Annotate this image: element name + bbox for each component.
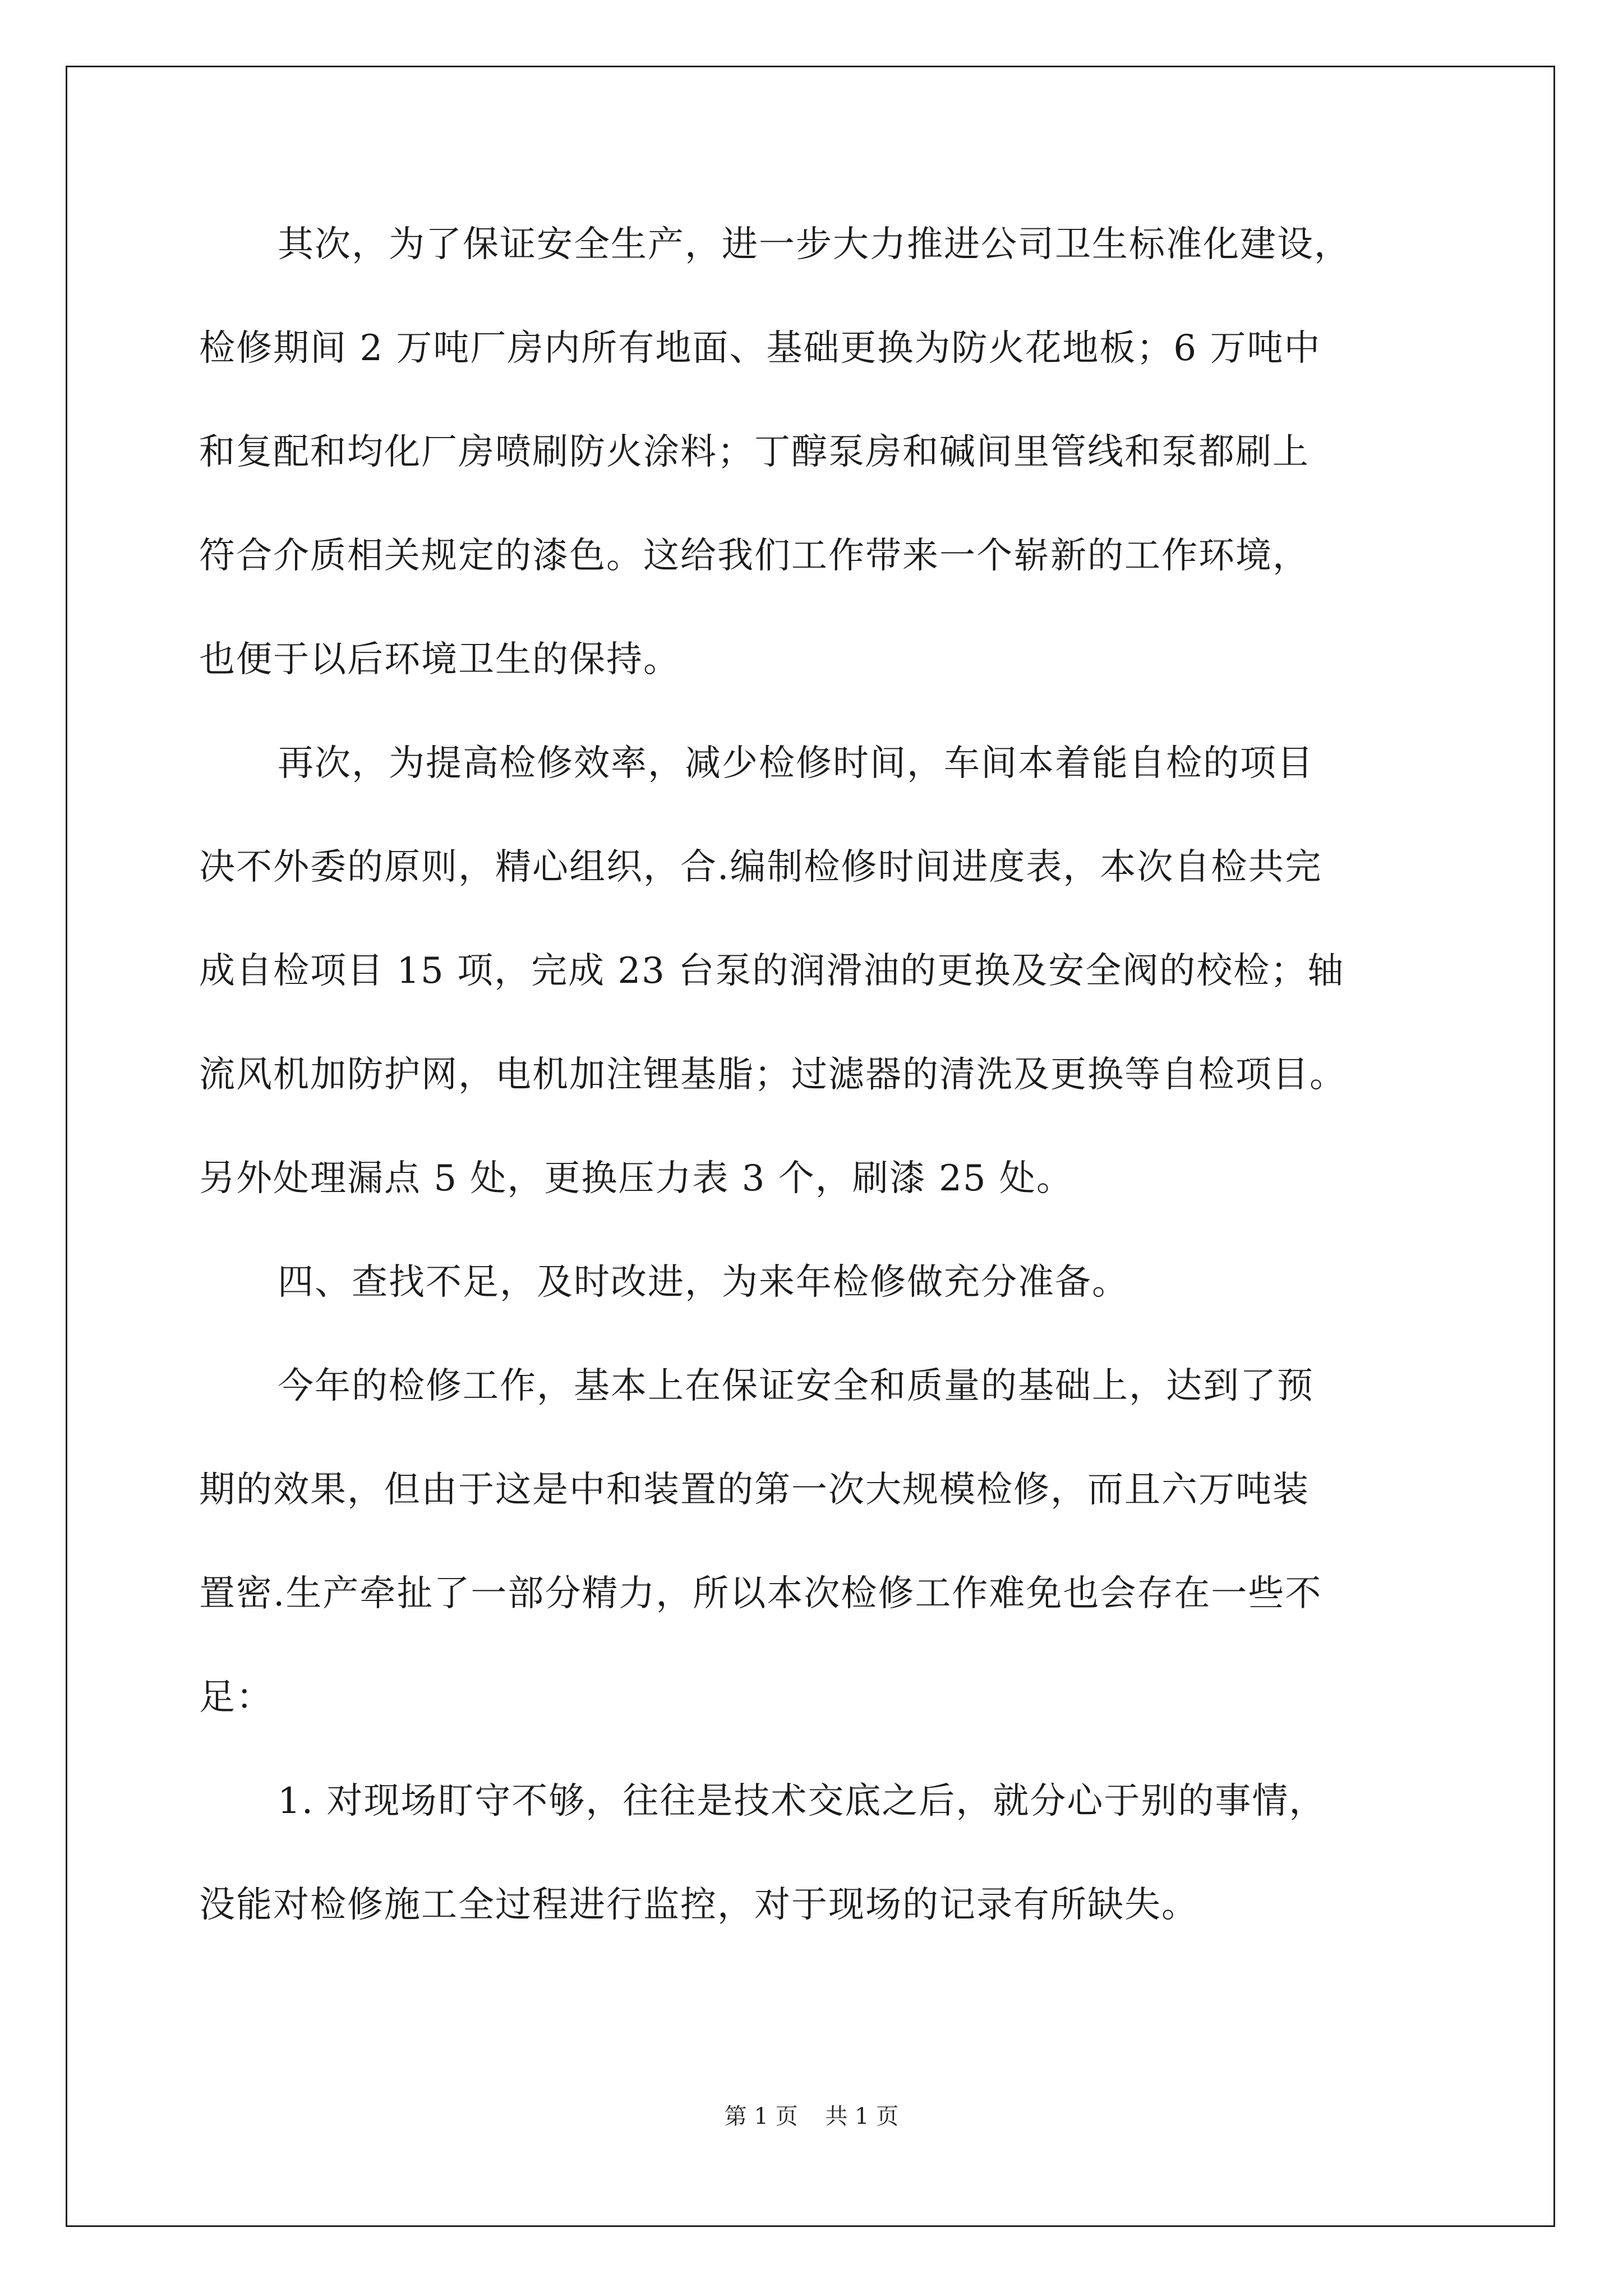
paragraph-1-line-4: 符合介质相关规定的漆色。这给我们工作带来一个崭新的工作环境，	[199, 535, 1310, 577]
paragraph-1-line-3: 和复配和均化厂房喷刷防火涂料；丁醇泵房和碱间里管线和泵都刷上	[199, 431, 1310, 473]
paragraph-2-line-2: 决不外委的原则，精心组织，合.编制检修时间进度表，本次自检共完	[199, 846, 1322, 888]
page-number: 第 1 页	[724, 2104, 798, 2129]
page-footer	[0, 2102, 1623, 2131]
paragraph-4-line-1: 今年的检修工作，基本上在保证安全和质量的基础上，达到了预	[278, 1365, 1314, 1407]
paragraph-4-line-4: 足：	[199, 1677, 273, 1718]
list-item-1-line-1: 1. 对现场盯守不够，往往是技术交底之后，就分心于别的事情，	[278, 1780, 1326, 1822]
list-item-1-line-2: 没能对检修施工全过程进行监控，对于现场的记录有所缺失。	[199, 1884, 1198, 1926]
paragraph-2-line-5: 另外处理漏点 5 处，更换压力表 3 个，刷漆 25 处。	[199, 1158, 1073, 1199]
paragraph-4-line-2: 期的效果，但由于这是中和装置的第一次大规模检修，而且六万吨装	[199, 1469, 1310, 1511]
paragraph-1-line-2: 检修期间 2 万吨厂房内所有地面、基础更换为防火花地板；6 万吨中	[199, 328, 1321, 369]
section-heading-4: 四、查找不足，及时改进，为来年检修做充分准备。	[278, 1262, 1129, 1303]
paragraph-2-line-3: 成自检项目 15 项，完成 23 台泵的润滑油的更换及安全阀的校检；轴	[199, 950, 1345, 992]
document-body	[199, 219, 1433, 1931]
paragraph-1-line-5: 也便于以后环境卫生的保持。	[199, 639, 680, 680]
paragraph-2-line-4: 流风机加防护网，电机加注锂基脂；过滤器的清洗及更换等自检项目。	[199, 1054, 1347, 1096]
paragraph-2-line-1: 再次，为提高检修效率，减少检修时间，车间本着能自检的项目	[278, 743, 1314, 784]
paragraph-4-line-3: 置密.生产牵扯了一部分精力，所以本次检修工作难免也会存在一些不	[199, 1573, 1322, 1614]
paragraph-1-line-1: 其次，为了保证安全生产，进一步大力推进公司卫生标准化建设，	[278, 224, 1351, 265]
page-total: 共 1 页	[825, 2104, 899, 2129]
